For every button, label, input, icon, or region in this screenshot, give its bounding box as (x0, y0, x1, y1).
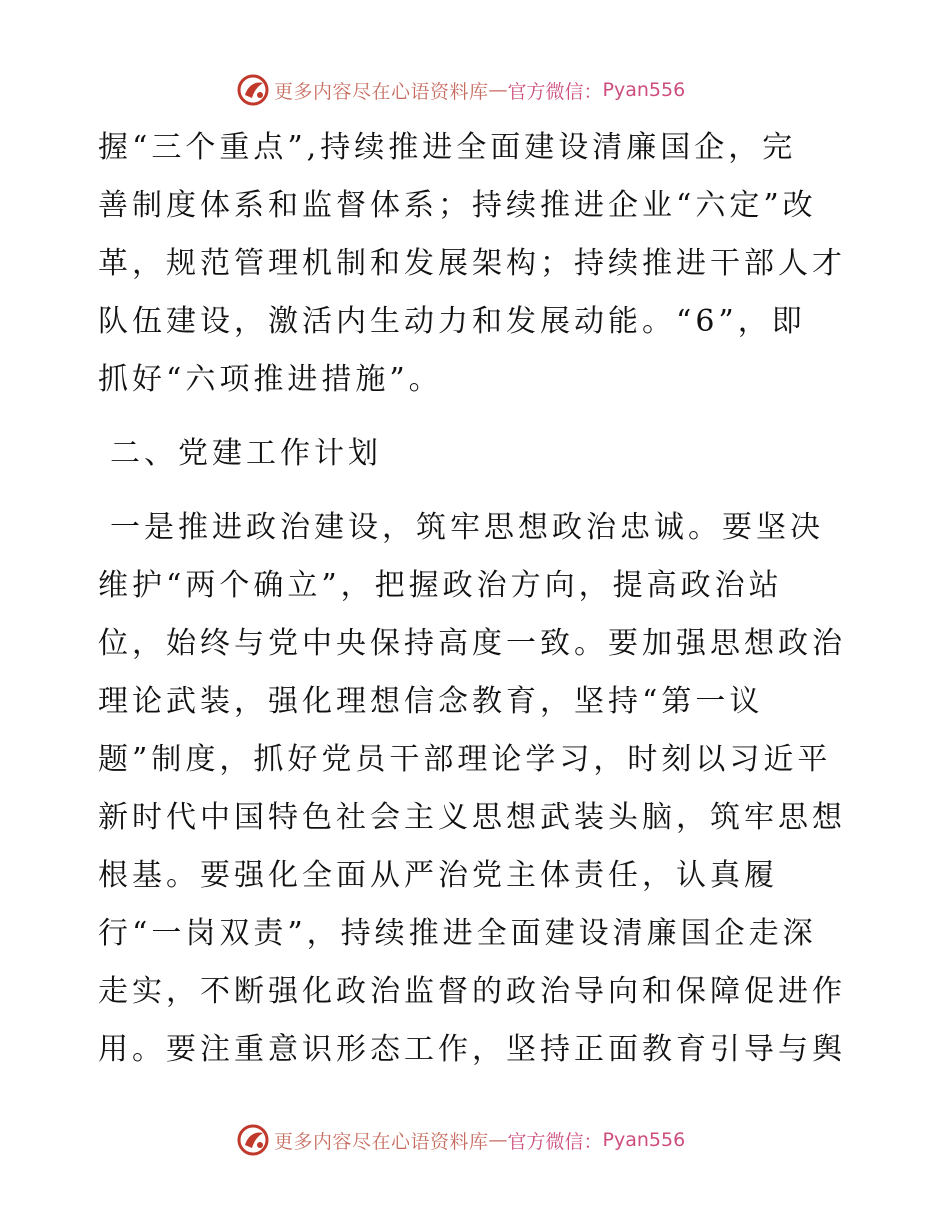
banner-wechat-label: 官方微信： (507, 80, 603, 103)
text-line: 新时代中国特色社会主义思想武装头脑，筑牢思想 (98, 800, 846, 835)
text-line: 握“三个重点”,持续推进全面建设清廉国企，完 (98, 130, 797, 165)
text-line: 理论武装，强化理想信念教育，坚持“第一议 (98, 684, 764, 719)
text-line: 走实，不断强化政治监督的政治导向和保障促进作 (98, 974, 846, 1009)
xinyu-logo-icon (236, 1123, 270, 1157)
text-line: 抓好“六项推进措施”。 (98, 362, 443, 397)
section-heading: 二、党建工作计划 (110, 436, 382, 471)
text-line: 行“一岗双责”，持续推进全面建设清廉国企走深 (98, 916, 817, 951)
text-line: 队伍建设，激活内生动力和发展动能。“6”，即 (98, 304, 806, 339)
banner-wechat-id: Pyan556 (602, 79, 686, 101)
text-line: 用。要注重意识形态工作，坚持正面教育引导与舆 (98, 1032, 846, 1067)
banner-text: 更多内容尽在心语资料库 (274, 1130, 489, 1153)
header-watermark-banner (236, 72, 685, 108)
text-line: 一是推进政治建设，筑牢思想政治忠诚。要坚决 (110, 510, 824, 545)
text-line: 位，始终与党中央保持高度一致。要加强思想政治 (98, 626, 846, 661)
text-line: 革，规范管理机制和发展架构；持续推进干部人才 (98, 246, 846, 281)
text-line: 题”制度，抓好党员干部理论学习，时刻以习近平 (98, 742, 832, 777)
banner-wechat-label: 官方微信： (507, 1130, 603, 1153)
xinyu-logo-icon (236, 73, 270, 107)
banner-wechat-id: Pyan556 (602, 1129, 686, 1151)
banner-separator: — (488, 79, 508, 101)
text-line: 善制度体系和监督体系；持续推进企业“六定”改 (98, 188, 817, 223)
footer-watermark-banner (236, 1122, 685, 1158)
text-line: 根基。要强化全面从严治党主体责任，认真履 (98, 858, 778, 893)
banner-text: 更多内容尽在心语资料库 (274, 80, 489, 103)
text-line: 维护“两个确立”，把握政治方向，提高政治站 (98, 568, 783, 603)
banner-separator: — (488, 1129, 508, 1151)
